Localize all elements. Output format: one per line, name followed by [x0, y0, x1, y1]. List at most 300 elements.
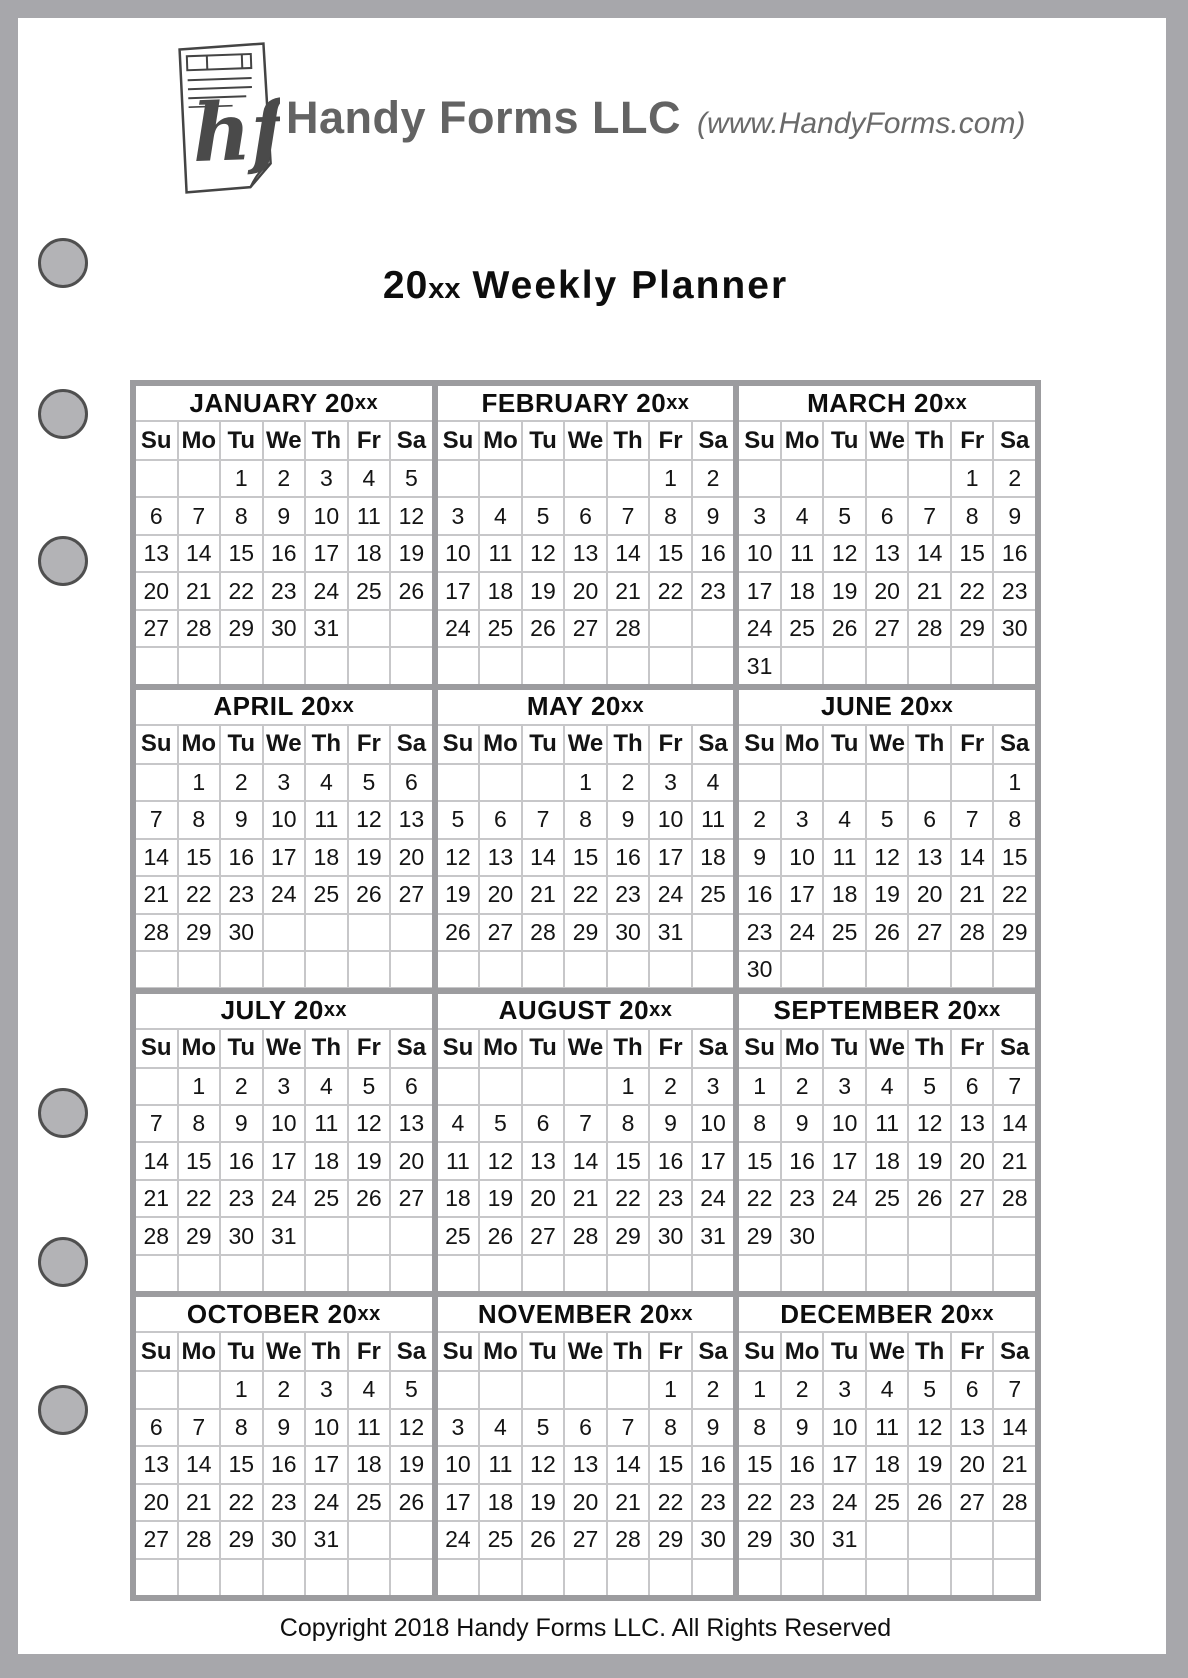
- empty-date-cell: [523, 461, 564, 496]
- empty-date-cell: [909, 461, 950, 496]
- date-cell: 1: [650, 1372, 691, 1407]
- date-cell: 9: [693, 1410, 734, 1445]
- date-cell: 2: [994, 461, 1035, 496]
- date-cell: 25: [438, 1218, 479, 1253]
- date-cell: 2: [221, 765, 262, 800]
- page-title: [130, 264, 1041, 308]
- date-cell: 14: [952, 840, 993, 875]
- date-cell: 9: [994, 498, 1035, 533]
- date-cell: 3: [824, 1372, 865, 1407]
- date-cell: 26: [867, 915, 908, 950]
- date-cell: 2: [650, 1069, 691, 1104]
- date-cell: 22: [739, 1181, 780, 1216]
- date-cell: 28: [994, 1485, 1035, 1520]
- date-cell: 26: [523, 611, 564, 646]
- date-cell: 29: [179, 1218, 220, 1253]
- date-cell: 4: [306, 1069, 347, 1104]
- month-july: [136, 994, 432, 1292]
- date-cell: 24: [264, 1181, 305, 1216]
- date-cell: 5: [523, 1410, 564, 1445]
- date-cell: 17: [264, 1143, 305, 1178]
- empty-date-cell: [650, 952, 691, 987]
- date-cell: 8: [221, 498, 262, 533]
- date-cell: 16: [650, 1143, 691, 1178]
- empty-date-cell: [782, 461, 823, 496]
- date-cell: 31: [306, 611, 347, 646]
- weekday-header: Su: [438, 422, 479, 459]
- empty-date-cell: [952, 1218, 993, 1253]
- date-cell: 22: [994, 877, 1035, 912]
- empty-date-cell: [782, 952, 823, 987]
- date-cell: 27: [909, 915, 950, 950]
- date-cell: 30: [782, 1218, 823, 1253]
- weekday-header: Sa: [994, 1030, 1035, 1067]
- date-cell: 21: [994, 1143, 1035, 1178]
- month-june: [739, 690, 1035, 988]
- date-cell: 5: [480, 1106, 521, 1141]
- empty-date-cell: [349, 1256, 390, 1291]
- empty-date-cell: [391, 1522, 432, 1557]
- weekday-header: Mo: [480, 1333, 521, 1370]
- month-title: [438, 994, 734, 1028]
- date-cell: 12: [523, 536, 564, 571]
- date-cell: 16: [739, 877, 780, 912]
- empty-date-cell: [994, 648, 1035, 683]
- date-cell: 4: [867, 1372, 908, 1407]
- date-cell: 19: [438, 877, 479, 912]
- date-cell: 22: [650, 1485, 691, 1520]
- month-september: [739, 994, 1035, 1292]
- weekday-header: Sa: [994, 422, 1035, 459]
- date-cell: 7: [608, 498, 649, 533]
- empty-date-cell: [349, 648, 390, 683]
- weekday-header: Tu: [221, 422, 262, 459]
- weekday-header: Fr: [650, 422, 691, 459]
- date-cell: 1: [739, 1372, 780, 1407]
- date-cell: 27: [952, 1485, 993, 1520]
- date-cell: 3: [306, 1372, 347, 1407]
- date-cell: 25: [867, 1181, 908, 1216]
- empty-date-cell: [693, 1560, 734, 1595]
- date-cell: 14: [523, 840, 564, 875]
- empty-date-cell: [438, 648, 479, 683]
- date-cell: 24: [264, 877, 305, 912]
- empty-date-cell: [909, 648, 950, 683]
- date-cell: 28: [179, 1522, 220, 1557]
- date-cell: 1: [952, 461, 993, 496]
- date-cell: 21: [909, 573, 950, 608]
- empty-date-cell: [306, 1218, 347, 1253]
- date-cell: 28: [136, 915, 177, 950]
- date-cell: 4: [867, 1069, 908, 1104]
- empty-date-cell: [565, 1372, 606, 1407]
- date-cell: 12: [349, 802, 390, 837]
- date-cell: 12: [391, 1410, 432, 1445]
- date-cell: 6: [867, 498, 908, 533]
- weekday-header: Su: [136, 726, 177, 763]
- date-cell: 22: [221, 573, 262, 608]
- date-cell: 26: [523, 1522, 564, 1557]
- date-cell: 6: [523, 1106, 564, 1141]
- month-title-year-suffix: xx: [357, 1302, 381, 1325]
- date-cell: 26: [391, 573, 432, 608]
- empty-date-cell: [782, 648, 823, 683]
- empty-date-cell: [650, 1256, 691, 1291]
- month-title: [438, 386, 734, 420]
- date-cell: 16: [782, 1143, 823, 1178]
- empty-date-cell: [565, 461, 606, 496]
- month-title-text: FEBRUARY 20: [481, 387, 667, 418]
- date-cell: 7: [136, 802, 177, 837]
- empty-date-cell: [391, 648, 432, 683]
- empty-date-cell: [824, 952, 865, 987]
- empty-date-cell: [824, 1218, 865, 1253]
- date-cell: 12: [391, 498, 432, 533]
- date-cell: 11: [438, 1143, 479, 1178]
- date-cell: 6: [952, 1372, 993, 1407]
- date-cell: 12: [867, 840, 908, 875]
- date-cell: 1: [221, 1372, 262, 1407]
- empty-date-cell: [739, 461, 780, 496]
- date-cell: 23: [608, 877, 649, 912]
- date-cell: 20: [565, 1485, 606, 1520]
- month-title-text: SEPTEMBER 20: [773, 995, 978, 1025]
- date-cell: 9: [739, 840, 780, 875]
- date-cell: 24: [306, 573, 347, 608]
- weekday-header: Fr: [349, 422, 390, 459]
- date-cell: 9: [782, 1106, 823, 1141]
- empty-date-cell: [306, 1560, 347, 1595]
- date-cell: 21: [136, 1181, 177, 1216]
- empty-date-cell: [391, 915, 432, 950]
- date-cell: 1: [994, 765, 1035, 800]
- month-title: [136, 386, 432, 420]
- weekday-header: Su: [739, 1333, 780, 1370]
- date-cell: 15: [565, 840, 606, 875]
- date-cell: 7: [608, 1410, 649, 1445]
- date-cell: 21: [179, 1485, 220, 1520]
- date-cell: 14: [136, 1143, 177, 1178]
- empty-date-cell: [349, 1218, 390, 1253]
- date-cell: 26: [824, 611, 865, 646]
- logo-monogram: hf: [190, 82, 280, 181]
- date-cell: 11: [349, 1410, 390, 1445]
- date-cell: 23: [264, 573, 305, 608]
- date-cell: 14: [136, 840, 177, 875]
- date-cell: 17: [782, 877, 823, 912]
- month-title: [136, 994, 432, 1028]
- date-cell: 13: [391, 802, 432, 837]
- date-cell: 20: [391, 840, 432, 875]
- date-cell: 11: [867, 1106, 908, 1141]
- empty-date-cell: [136, 1560, 177, 1595]
- month-title-year-suffix: xx: [323, 999, 348, 1021]
- weekday-header: Sa: [391, 1333, 432, 1370]
- date-cell: 13: [867, 536, 908, 571]
- month-title: [136, 1297, 432, 1331]
- date-cell: 30: [782, 1522, 823, 1557]
- month-title-text: NOVEMBER 20: [477, 1298, 670, 1329]
- weekday-header: We: [264, 1333, 305, 1370]
- date-cell: 17: [693, 1143, 734, 1178]
- weekday-header: We: [867, 422, 908, 459]
- empty-date-cell: [523, 1256, 564, 1291]
- date-cell: 29: [994, 915, 1035, 950]
- date-cell: 19: [349, 840, 390, 875]
- title-year: 20: [382, 264, 429, 307]
- date-cell: 15: [952, 536, 993, 571]
- weekday-header: We: [565, 422, 606, 459]
- planner-page: [18, 18, 1166, 1654]
- empty-date-cell: [349, 915, 390, 950]
- empty-date-cell: [867, 1560, 908, 1595]
- date-cell: 25: [824, 915, 865, 950]
- weekday-header: Th: [909, 726, 950, 763]
- empty-date-cell: [739, 1256, 780, 1291]
- empty-date-cell: [264, 952, 305, 987]
- date-cell: 7: [909, 498, 950, 533]
- date-cell: 4: [824, 802, 865, 837]
- date-cell: 27: [867, 611, 908, 646]
- empty-date-cell: [438, 1372, 479, 1407]
- date-cell: 15: [650, 1447, 691, 1482]
- date-cell: 24: [693, 1181, 734, 1216]
- empty-date-cell: [994, 1256, 1035, 1291]
- weekday-header: We: [264, 422, 305, 459]
- month-title-year-suffix: xx: [970, 1302, 994, 1325]
- date-cell: 5: [349, 765, 390, 800]
- date-cell: 30: [264, 611, 305, 646]
- date-cell: 19: [391, 536, 432, 571]
- date-cell: 30: [221, 915, 262, 950]
- empty-date-cell: [994, 1522, 1035, 1557]
- date-cell: 14: [608, 536, 649, 571]
- date-cell: 8: [952, 498, 993, 533]
- date-cell: 24: [438, 1522, 479, 1557]
- empty-date-cell: [952, 648, 993, 683]
- month-title-text: OCTOBER 20: [186, 1298, 358, 1329]
- empty-date-cell: [867, 461, 908, 496]
- date-cell: 4: [438, 1106, 479, 1141]
- date-cell: 21: [608, 1485, 649, 1520]
- date-cell: 29: [221, 611, 262, 646]
- date-cell: 22: [650, 573, 691, 608]
- date-cell: 20: [867, 573, 908, 608]
- date-cell: 2: [782, 1372, 823, 1407]
- date-cell: 25: [306, 877, 347, 912]
- date-cell: 22: [565, 877, 606, 912]
- weekday-header: Tu: [523, 1030, 564, 1067]
- weekday-header: Tu: [523, 726, 564, 763]
- date-cell: 6: [391, 765, 432, 800]
- weekday-header: Su: [739, 1030, 780, 1067]
- empty-date-cell: [523, 952, 564, 987]
- date-cell: 8: [650, 1410, 691, 1445]
- date-cell: 14: [565, 1143, 606, 1178]
- weekday-header: Fr: [349, 1333, 390, 1370]
- date-cell: 15: [221, 1447, 262, 1482]
- date-cell: 14: [179, 536, 220, 571]
- empty-date-cell: [179, 461, 220, 496]
- empty-date-cell: [480, 765, 521, 800]
- empty-date-cell: [349, 952, 390, 987]
- date-cell: 17: [824, 1143, 865, 1178]
- weekday-header: Th: [909, 1030, 950, 1067]
- binder-hole: [38, 1385, 88, 1435]
- date-cell: 18: [438, 1181, 479, 1216]
- date-cell: 16: [994, 536, 1035, 571]
- empty-date-cell: [179, 952, 220, 987]
- empty-date-cell: [438, 1069, 479, 1104]
- date-cell: 25: [480, 1522, 521, 1557]
- date-cell: 14: [994, 1410, 1035, 1445]
- year-calendar: [130, 380, 1041, 1601]
- empty-date-cell: [480, 1372, 521, 1407]
- date-cell: 21: [994, 1447, 1035, 1482]
- date-cell: 29: [650, 1522, 691, 1557]
- weekday-header: Mo: [179, 726, 220, 763]
- date-cell: 16: [264, 1447, 305, 1482]
- date-cell: 18: [306, 840, 347, 875]
- month-title-year-suffix: xx: [977, 999, 1001, 1021]
- weekday-header: Mo: [782, 1333, 823, 1370]
- weekday-header: Fr: [952, 1030, 993, 1067]
- date-cell: 3: [739, 498, 780, 533]
- weekday-header: Su: [136, 1030, 177, 1067]
- date-cell: 3: [264, 1069, 305, 1104]
- date-cell: 11: [782, 536, 823, 571]
- date-cell: 2: [693, 461, 734, 496]
- empty-date-cell: [608, 952, 649, 987]
- date-cell: 5: [438, 802, 479, 837]
- weekday-header: We: [867, 726, 908, 763]
- date-cell: 1: [739, 1069, 780, 1104]
- empty-date-cell: [438, 461, 479, 496]
- weekday-header: Tu: [523, 422, 564, 459]
- empty-date-cell: [867, 1256, 908, 1291]
- date-cell: 3: [782, 802, 823, 837]
- empty-date-cell: [693, 915, 734, 950]
- date-cell: 15: [608, 1143, 649, 1178]
- date-cell: 20: [565, 573, 606, 608]
- date-cell: 16: [221, 840, 262, 875]
- date-cell: 28: [179, 611, 220, 646]
- date-cell: 18: [867, 1447, 908, 1482]
- weekday-header: We: [565, 1030, 606, 1067]
- date-cell: 26: [349, 877, 390, 912]
- month-title-text: MAY 20: [526, 691, 621, 722]
- date-cell: 7: [952, 802, 993, 837]
- month-november: [438, 1297, 734, 1595]
- date-cell: 24: [438, 611, 479, 646]
- date-cell: 2: [608, 765, 649, 800]
- weekday-header: Th: [608, 726, 649, 763]
- empty-date-cell: [994, 1218, 1035, 1253]
- date-cell: 28: [523, 915, 564, 950]
- weekday-header: Sa: [391, 422, 432, 459]
- date-cell: 22: [952, 573, 993, 608]
- date-cell: 7: [994, 1372, 1035, 1407]
- empty-date-cell: [824, 1560, 865, 1595]
- weekday-header: Sa: [391, 1030, 432, 1067]
- date-cell: 25: [782, 611, 823, 646]
- date-cell: 8: [739, 1106, 780, 1141]
- weekday-header: Mo: [179, 1333, 220, 1370]
- weekday-header: Th: [306, 422, 347, 459]
- month-title-year-suffix: xx: [666, 391, 690, 414]
- weekday-header: Tu: [523, 1333, 564, 1370]
- weekday-header: Sa: [693, 422, 734, 459]
- date-cell: 27: [391, 877, 432, 912]
- date-cell: 3: [650, 765, 691, 800]
- empty-date-cell: [650, 648, 691, 683]
- empty-date-cell: [608, 461, 649, 496]
- weekday-header: Tu: [824, 422, 865, 459]
- date-cell: 22: [221, 1485, 262, 1520]
- month-title-year-suffix: xx: [331, 695, 355, 718]
- empty-date-cell: [136, 952, 177, 987]
- date-cell: 18: [349, 536, 390, 571]
- empty-date-cell: [693, 952, 734, 987]
- date-cell: 21: [136, 877, 177, 912]
- date-cell: 15: [739, 1143, 780, 1178]
- empty-date-cell: [438, 1256, 479, 1291]
- month-title-year-suffix: xx: [620, 695, 645, 718]
- date-cell: 9: [264, 1410, 305, 1445]
- empty-date-cell: [480, 952, 521, 987]
- date-cell: 4: [782, 498, 823, 533]
- empty-date-cell: [306, 1256, 347, 1291]
- date-cell: 19: [824, 573, 865, 608]
- empty-date-cell: [608, 648, 649, 683]
- empty-date-cell: [994, 952, 1035, 987]
- weekday-header: Th: [306, 1333, 347, 1370]
- weekday-header: Sa: [693, 726, 734, 763]
- date-cell: 27: [136, 611, 177, 646]
- date-cell: 6: [136, 1410, 177, 1445]
- month-title-year-suffix: xx: [943, 391, 968, 414]
- date-cell: 29: [739, 1522, 780, 1557]
- weekday-header: We: [264, 1030, 305, 1067]
- weekday-header: Tu: [221, 726, 262, 763]
- weekday-header: Mo: [480, 1030, 521, 1067]
- date-cell: 23: [994, 573, 1035, 608]
- weekday-header: Fr: [952, 422, 993, 459]
- empty-date-cell: [391, 952, 432, 987]
- date-cell: 21: [565, 1181, 606, 1216]
- date-cell: 31: [650, 915, 691, 950]
- date-cell: 7: [179, 1410, 220, 1445]
- date-cell: 3: [693, 1069, 734, 1104]
- empty-date-cell: [565, 952, 606, 987]
- date-cell: 9: [264, 498, 305, 533]
- date-cell: 9: [608, 802, 649, 837]
- date-cell: 4: [349, 1372, 390, 1407]
- empty-date-cell: [565, 648, 606, 683]
- date-cell: 11: [824, 840, 865, 875]
- weekday-header: Sa: [693, 1333, 734, 1370]
- date-cell: 8: [565, 802, 606, 837]
- date-cell: 8: [221, 1410, 262, 1445]
- date-cell: 2: [693, 1372, 734, 1407]
- date-cell: 16: [221, 1143, 262, 1178]
- date-cell: 11: [480, 1447, 521, 1482]
- date-cell: 7: [994, 1069, 1035, 1104]
- date-cell: 19: [349, 1143, 390, 1178]
- empty-date-cell: [608, 1372, 649, 1407]
- date-cell: 18: [480, 1485, 521, 1520]
- date-cell: 20: [391, 1143, 432, 1178]
